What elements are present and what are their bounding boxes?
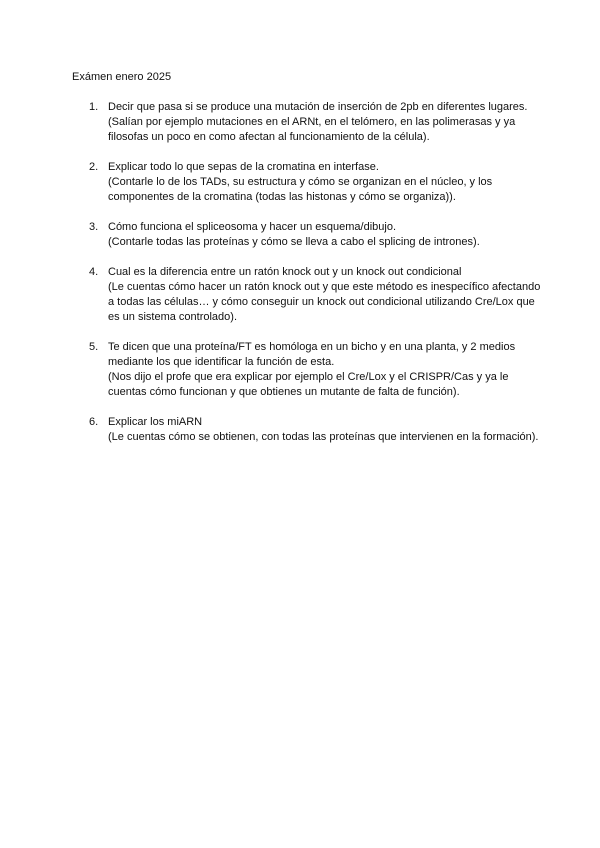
question-item — [72, 100, 542, 145]
question-number: 4. — [89, 266, 99, 278]
question-text: Explicar todo lo que sepas de la cromatina en interfase. — [108, 161, 379, 173]
question-note: (Le cuentas cómo se obtienen, con todas las proteínas que intervienen en la formación). — [108, 431, 539, 443]
question-note: (Contarle todas las proteínas y cómo se lleva a cabo el splicing de intrones). — [108, 236, 480, 248]
question-number: 3. — [89, 221, 99, 233]
question-text: Decir que pasa si se produce una mutación de inserción de 2pb en diferentes lugares. — [108, 101, 528, 113]
question-text: Cómo funciona el spliceosoma y hacer un esquema/dibujo. — [108, 221, 396, 233]
question-note: (Nos dijo el profe que era explicar por ejemplo el Cre/Lox y el CRISPR/Cas y ya le cuentas cómo funcionan y que obtienes un mutante de falta de función). — [108, 371, 509, 398]
question-item — [72, 220, 542, 250]
question-number: 2. — [89, 161, 99, 173]
question-note: (Contarle lo de los TADs, su estructura y cómo se organizan en el núcleo, y los componentes de la cromatina (todas las histonas y cómo se organiza)). — [108, 176, 493, 203]
question-text: Explicar los miARN — [108, 416, 203, 428]
question-list — [72, 100, 542, 460]
question-number: 1. — [89, 101, 99, 113]
question-number: 5. — [89, 341, 99, 353]
question-number: 6. — [89, 416, 99, 428]
question-note: (Le cuentas cómo hacer un ratón knock out y que este método es inespecífico afectando a todas las células… y cómo conseguir un knock out condicional utilizando Cre/Lox que es un sistema controlado). — [108, 281, 541, 323]
document-title: Exámen enero 2025 — [72, 71, 172, 83]
question-item — [72, 340, 542, 400]
question-item — [72, 265, 542, 325]
question-item — [72, 160, 542, 205]
question-text: Cual es la diferencia entre un ratón knock out y un knock out condicional — [108, 266, 462, 278]
question-text: Te dicen que una proteína/FT es homóloga en un bicho y en una planta, y 2 medios mediante los que identificar la función de esta. — [108, 341, 516, 368]
question-note: (Salían por ejemplo mutaciones en el ARNt, en el telómero, en las polimerasas y ya filosofas un poco en como afectan al funcionamiento de la célula). — [108, 116, 516, 143]
question-item — [72, 415, 542, 445]
